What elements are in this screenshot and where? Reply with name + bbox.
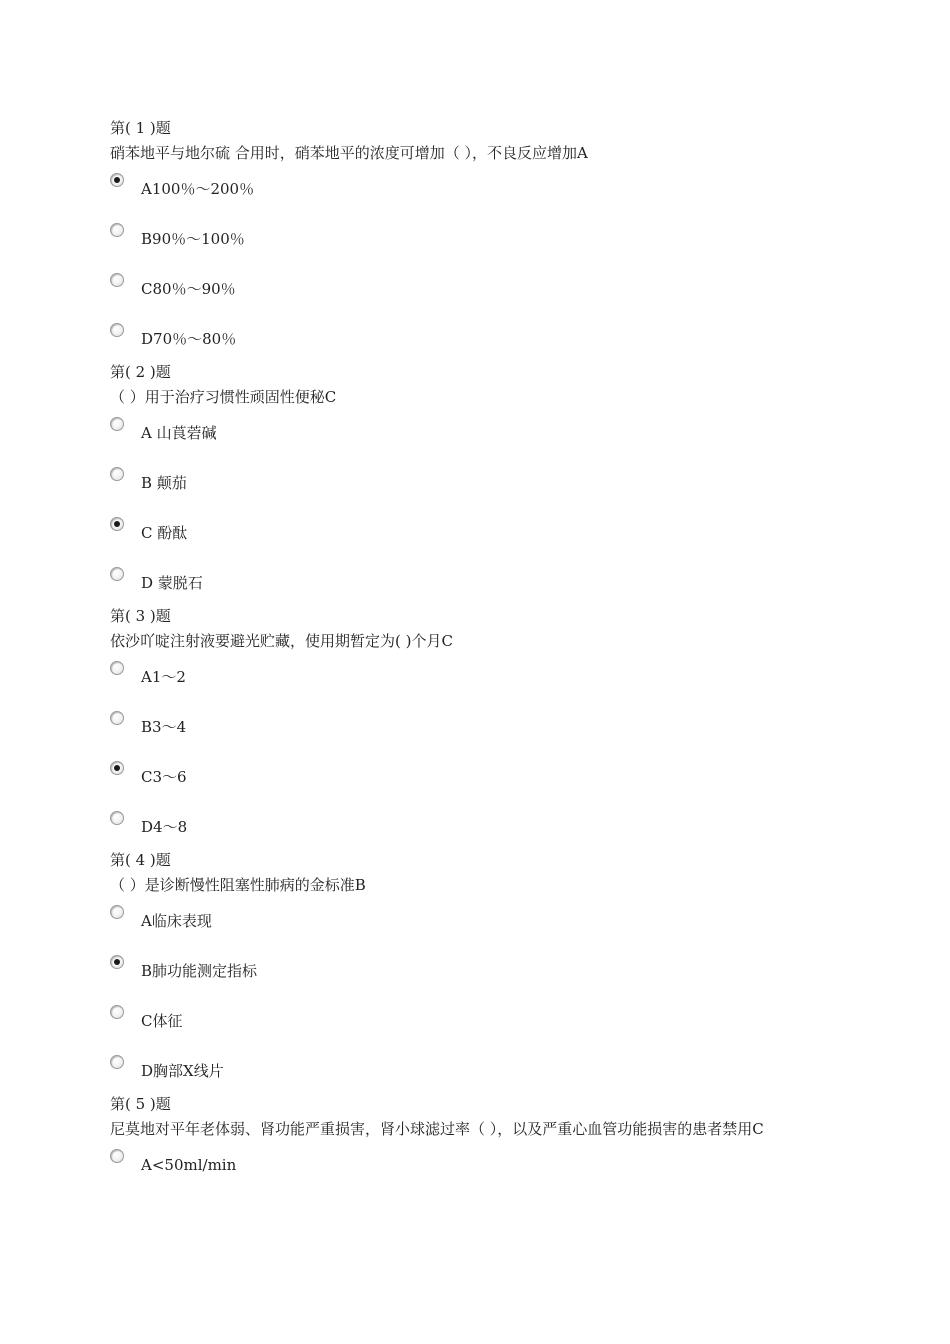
option-label[interactable]: C体征 — [141, 1012, 183, 1030]
question-number: 第( 1 )题 — [110, 119, 171, 137]
radio-button[interactable] — [110, 467, 124, 481]
radio-button[interactable] — [110, 1055, 124, 1069]
question-number: 第( 2 )题 — [110, 363, 171, 381]
option-label[interactable]: A<50ml/min — [141, 1156, 237, 1174]
radio-button[interactable] — [110, 661, 124, 675]
question-text: （ ）用于治疗习惯性顽固性便秘C — [110, 388, 337, 406]
radio-button[interactable] — [110, 905, 124, 919]
option-label[interactable]: B3～4 — [141, 718, 187, 736]
option-label[interactable]: A100％～200％ — [141, 180, 255, 198]
option-label[interactable]: D 蒙脱石 — [141, 574, 203, 592]
radio-button-selected[interactable] — [110, 955, 124, 969]
option-label[interactable]: D70％～80％ — [141, 330, 237, 348]
radio-button[interactable] — [110, 1005, 124, 1019]
question-number: 第( 3 )题 — [110, 607, 171, 625]
option-label[interactable]: A临床表现 — [141, 912, 212, 930]
question-text: 尼莫地对平年老体弱、肾功能严重损害，肾小球滤过率（ ），以及严重心血管功能损害的患者禁用C — [110, 1120, 764, 1138]
radio-button-selected[interactable] — [110, 173, 124, 187]
radio-button[interactable] — [110, 1149, 124, 1163]
radio-button[interactable] — [110, 567, 124, 581]
radio-button[interactable] — [110, 417, 124, 431]
option-label[interactable]: D胸部X线片 — [141, 1062, 224, 1080]
option-label[interactable]: C80％～90％ — [141, 280, 236, 298]
option-label[interactable]: A1～2 — [141, 668, 186, 686]
question-text: 硝苯地平与地尔硫 合用时，硝苯地平的浓度可增加（ ），不良反应增加A — [110, 144, 588, 162]
radio-button[interactable] — [110, 323, 124, 337]
option-label[interactable]: A 山莨菪碱 — [141, 424, 217, 442]
question-number: 第( 5 )题 — [110, 1095, 171, 1113]
radio-button[interactable] — [110, 223, 124, 237]
question-text: 依沙吖啶注射液要避光贮藏，使用期暂定为( )个月C — [110, 632, 453, 650]
option-label[interactable]: B肺功能测定指标 — [141, 962, 258, 980]
option-label[interactable]: B 颠茄 — [141, 474, 187, 492]
radio-button[interactable] — [110, 273, 124, 287]
question-number: 第( 4 )题 — [110, 851, 171, 869]
option-label[interactable]: D4～8 — [141, 818, 188, 836]
option-label[interactable]: C3～6 — [141, 768, 187, 786]
radio-button-selected[interactable] — [110, 517, 124, 531]
option-label[interactable]: C 酚酞 — [141, 524, 188, 542]
radio-button[interactable] — [110, 711, 124, 725]
option-label[interactable]: B90％～100％ — [141, 230, 245, 248]
radio-button-selected[interactable] — [110, 761, 124, 775]
question-text: （ ）是诊断慢性阻塞性肺病的金标准B — [110, 876, 366, 894]
radio-button[interactable] — [110, 811, 124, 825]
